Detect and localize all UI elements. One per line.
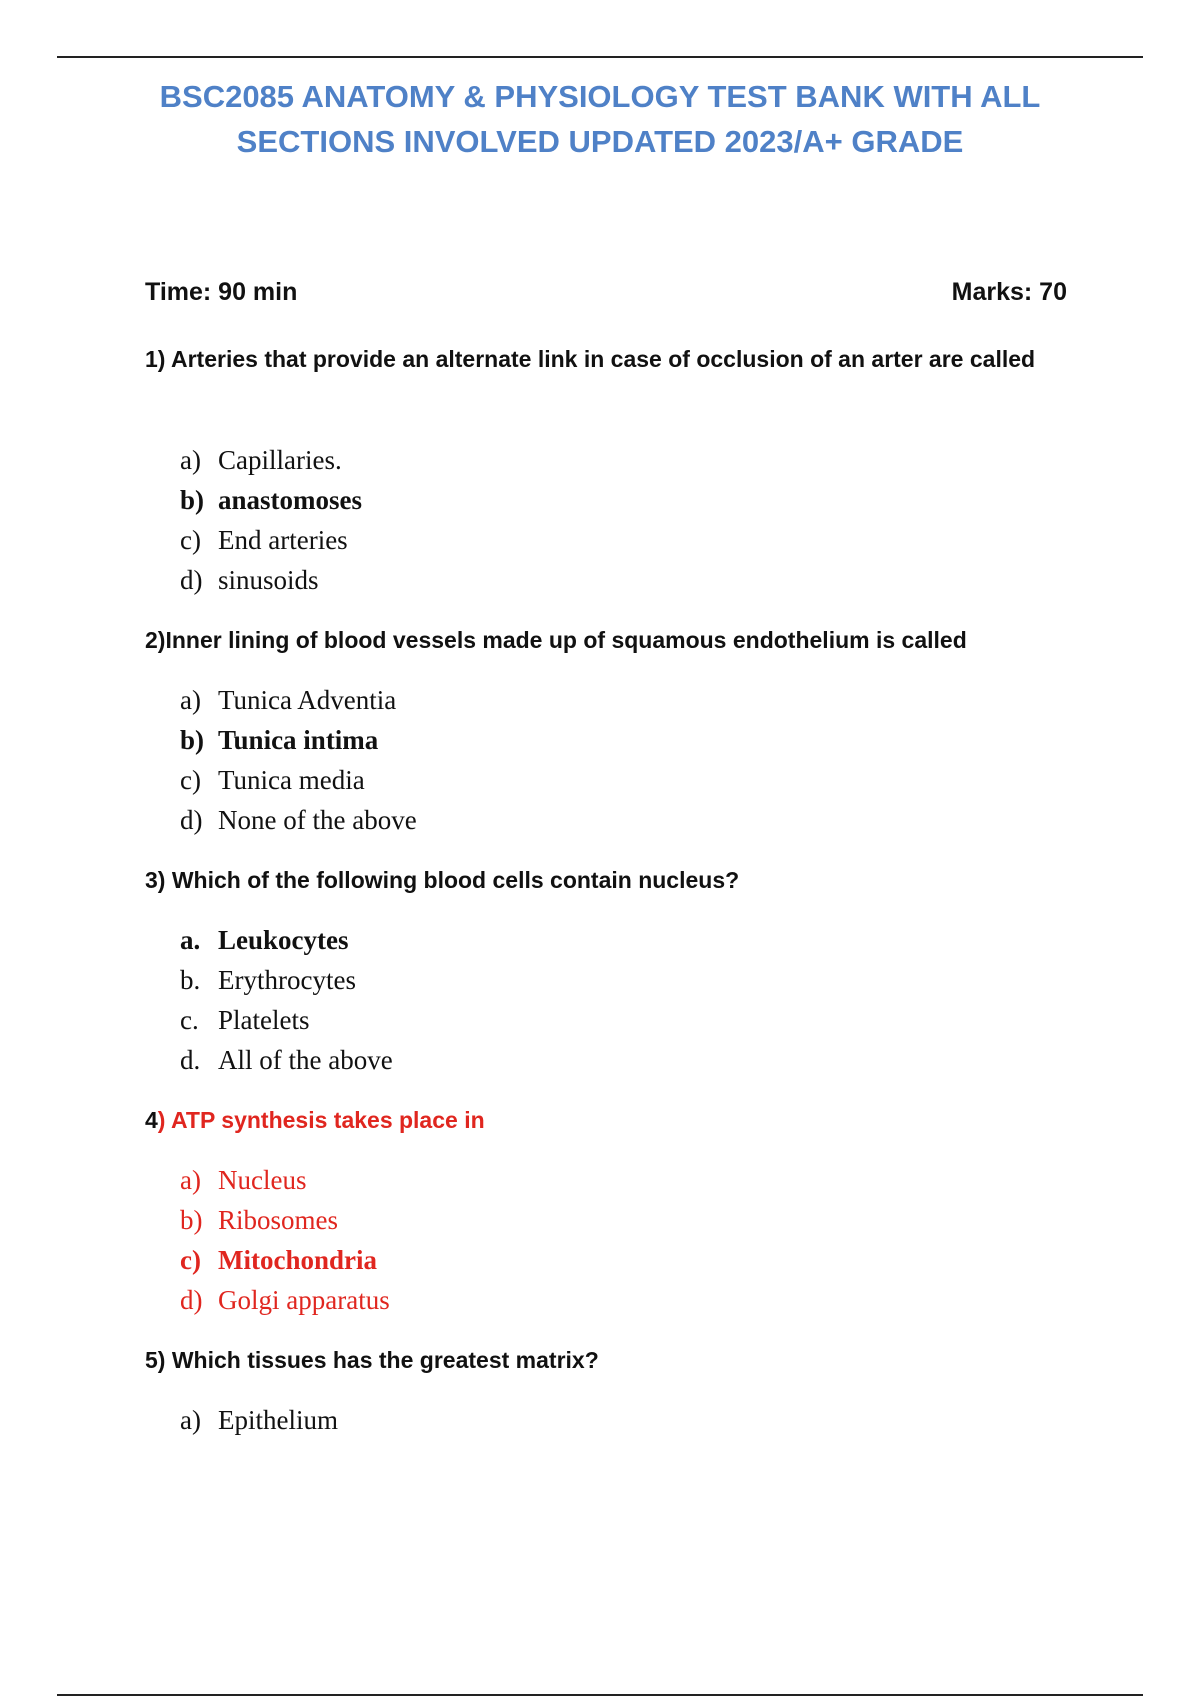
option-b-correct xyxy=(180,480,362,520)
question-number: 1) xyxy=(145,346,166,372)
option-c xyxy=(180,760,417,800)
option-a xyxy=(180,1160,390,1200)
question-number-paren: ) xyxy=(157,1107,166,1133)
option-c xyxy=(180,520,362,560)
option-a xyxy=(180,1400,338,1440)
option-letter: a. xyxy=(180,925,201,955)
option-letter: a) xyxy=(180,1165,201,1195)
time-label: Time: 90 min xyxy=(145,278,298,306)
option-d xyxy=(180,560,362,600)
option-text: Erythrocytes xyxy=(218,965,356,995)
option-text: Tunica intima xyxy=(218,725,379,755)
question-number: 5) xyxy=(145,1347,166,1373)
question-text: ATP synthesis takes place in xyxy=(171,1107,485,1133)
option-letter: c) xyxy=(180,525,201,555)
option-a xyxy=(180,680,417,720)
option-text: anastomoses xyxy=(218,485,363,515)
question-text: Inner lining of blood vessels made up of squamous endothelium is called xyxy=(165,627,967,653)
option-letter: a) xyxy=(180,445,201,475)
top-rule xyxy=(57,56,1143,58)
question-1-options xyxy=(180,440,362,600)
question-3-options xyxy=(180,920,393,1080)
question-2 xyxy=(145,620,1045,660)
option-letter: d) xyxy=(180,1285,203,1315)
title-line-2: SECTIONS INVOLVED UPDATED 2023/A+ GRADE xyxy=(236,124,964,159)
option-text: None of the above xyxy=(218,805,417,835)
marks-label: Marks: 70 xyxy=(951,278,1067,306)
option-letter: c. xyxy=(180,1005,199,1035)
option-b-correct xyxy=(180,720,417,760)
question-text: Arteries that provide an alternate link in case of occlusion of an arter are called xyxy=(171,346,1036,372)
title-line-1: BSC2085 ANATOMY & PHYSIOLOGY TEST BANK WITH ALL xyxy=(159,79,1041,114)
option-a-correct xyxy=(180,920,393,960)
option-letter: b) xyxy=(180,1205,203,1235)
question-text: Which of the following blood cells contain nucleus? xyxy=(171,867,740,893)
option-text: Tunica media xyxy=(218,765,365,795)
option-letter: b) xyxy=(180,485,205,515)
option-letter: d. xyxy=(180,1045,201,1075)
option-letter: c) xyxy=(180,765,201,795)
question-number: 3) xyxy=(145,867,166,893)
option-d xyxy=(180,1280,390,1320)
option-letter: c) xyxy=(180,1245,201,1275)
option-b xyxy=(180,960,393,1000)
option-text: sinusoids xyxy=(218,565,319,595)
option-letter: d) xyxy=(180,805,203,835)
document-title xyxy=(120,74,1080,164)
option-b xyxy=(180,1200,390,1240)
question-4-options xyxy=(180,1160,390,1320)
option-letter: b. xyxy=(180,965,201,995)
option-letter: a) xyxy=(180,685,201,715)
option-text: Mitochondria xyxy=(218,1245,377,1275)
option-text: All of the above xyxy=(218,1045,393,1075)
option-text: Leukocytes xyxy=(218,925,349,955)
question-3 xyxy=(145,860,1045,900)
option-text: Golgi apparatus xyxy=(218,1285,390,1315)
question-number-digit: 4 xyxy=(145,1107,158,1133)
option-text: Platelets xyxy=(218,1005,310,1035)
question-number: 2) xyxy=(145,627,166,653)
option-c-correct xyxy=(180,1240,390,1280)
question-4 xyxy=(145,1100,1045,1140)
option-d xyxy=(180,800,417,840)
option-d xyxy=(180,1040,393,1080)
question-5-options xyxy=(180,1400,338,1440)
question-1 xyxy=(145,339,1045,379)
option-text: Tunica Adventia xyxy=(218,685,397,715)
option-a xyxy=(180,440,362,480)
option-text: Nucleus xyxy=(218,1165,307,1195)
option-letter: d) xyxy=(180,565,203,595)
bottom-rule xyxy=(57,1694,1143,1696)
option-letter: a) xyxy=(180,1405,201,1435)
option-text: Capillaries. xyxy=(218,445,342,475)
option-letter: b) xyxy=(180,725,205,755)
option-text: End arteries xyxy=(218,525,348,555)
option-text: Epithelium xyxy=(218,1405,338,1435)
option-text: Ribosomes xyxy=(218,1205,339,1235)
question-5 xyxy=(145,1340,1045,1380)
question-text: Which tissues has the greatest matrix? xyxy=(171,1347,599,1373)
option-c xyxy=(180,1000,393,1040)
question-2-options xyxy=(180,680,417,840)
